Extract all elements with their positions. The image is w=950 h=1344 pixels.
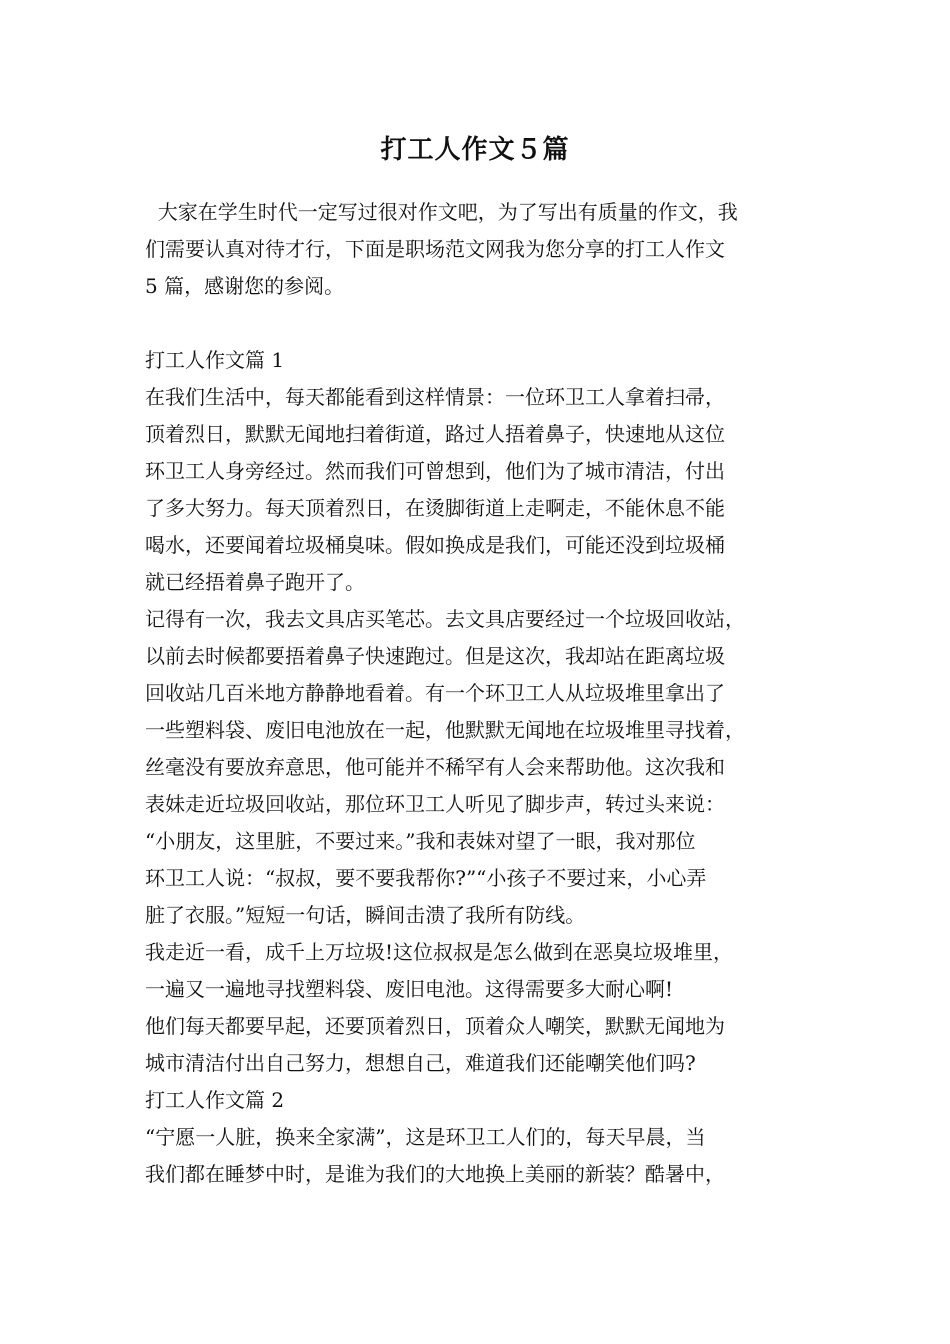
- text-line: 在我们生活中，每天都能看到这样情景：一位环卫工人拿着扫帚，: [145, 385, 725, 409]
- blank-line: [145, 305, 835, 342]
- text-line: 我走近一看，成千上万垃圾!这位叔叔是怎么做到在恶臭垃圾堆里，: [145, 940, 734, 964]
- text-line: “小朋友，这里脏，不要过来。”我和表妹对望了一眼，我对那位: [145, 829, 696, 853]
- text-line: 5 篇，感谢您的参阅。: [145, 274, 345, 298]
- document-title: 打工人作文５篇: [380, 135, 570, 165]
- text-line: 一些塑料袋、废旧电池放在一起，他默默无闻地在垃圾堆里寻找着，: [145, 718, 745, 742]
- text-line: 丝毫没有要放弃意思，他可能并不稀罕有人会来帮助他。这次我和: [145, 755, 725, 779]
- text-line: 就已经捂着鼻子跑开了。: [145, 570, 365, 594]
- text-line: 们需要认真对待才行，下面是职场范文网我为您分享的打工人作文: [145, 237, 725, 261]
- text-line: 喝水，还要闻着垃圾桶臭味。假如换成是我们，可能还没到垃圾桶: [145, 533, 725, 557]
- text-line: 打工人作文篇 1: [145, 348, 285, 372]
- text-line: 回收站几百米地方静静地看着。有一个环卫工人从垃圾堆里拿出了: [145, 681, 725, 705]
- text-line: 表妹走近垃圾回收站，那位环卫工人听见了脚步声，转过头来说：: [145, 792, 725, 816]
- text-line: 环卫工人说：“叔叔，要不要我帮你?”“小孩子不要过来，小心弄: [145, 866, 707, 890]
- text-line: 了多大努力。每天顶着烈日，在烫脚街道上走啊走，不能休息不能: [145, 496, 725, 520]
- text-line: 一遍又一遍地寻找塑料袋、废旧电池。这得需要多大耐心啊!: [145, 977, 674, 1001]
- text-line: 脏了衣服。”短短一句话，瞬间击溃了我所有防线。: [145, 903, 586, 927]
- text-line: 顶着烈日，默默无闻地扫着街道，路过人捂着鼻子，快速地从这位: [145, 422, 725, 446]
- text-line: 城市清洁付出自己努力，想想自己，难道我们还能嘲笑他们吗?: [145, 1051, 696, 1075]
- text-line: 我们都在睡梦中时，是谁为我们的大地换上美丽的新装？酷暑中，: [145, 1162, 725, 1186]
- text-line: “宁愿一人脏，换来全家满”，这是环卫工人们的，每天早晨，当: [145, 1125, 706, 1149]
- document-body: [145, 194, 835, 1193]
- text-line: 环卫工人身旁经过。然而我们可曾想到，他们为了城市清洁，付出: [145, 459, 725, 483]
- text-line: 记得有一次，我去文具店买笔芯。去文具店要经过一个垃圾回收站，: [145, 607, 745, 631]
- text-line: 大家在学生时代一定写过很对作文吧，为了写出有质量的作文，我: [145, 200, 738, 224]
- text-line: 打工人作文篇 2: [145, 1088, 285, 1112]
- text-line: 以前去时候都要捂着鼻子快速跑过。但是这次，我却站在距离垃圾: [145, 644, 725, 668]
- text-line: 他们每天都要早起，还要顶着烈日，顶着众人嘲笑，默默无闻地为: [145, 1014, 725, 1038]
